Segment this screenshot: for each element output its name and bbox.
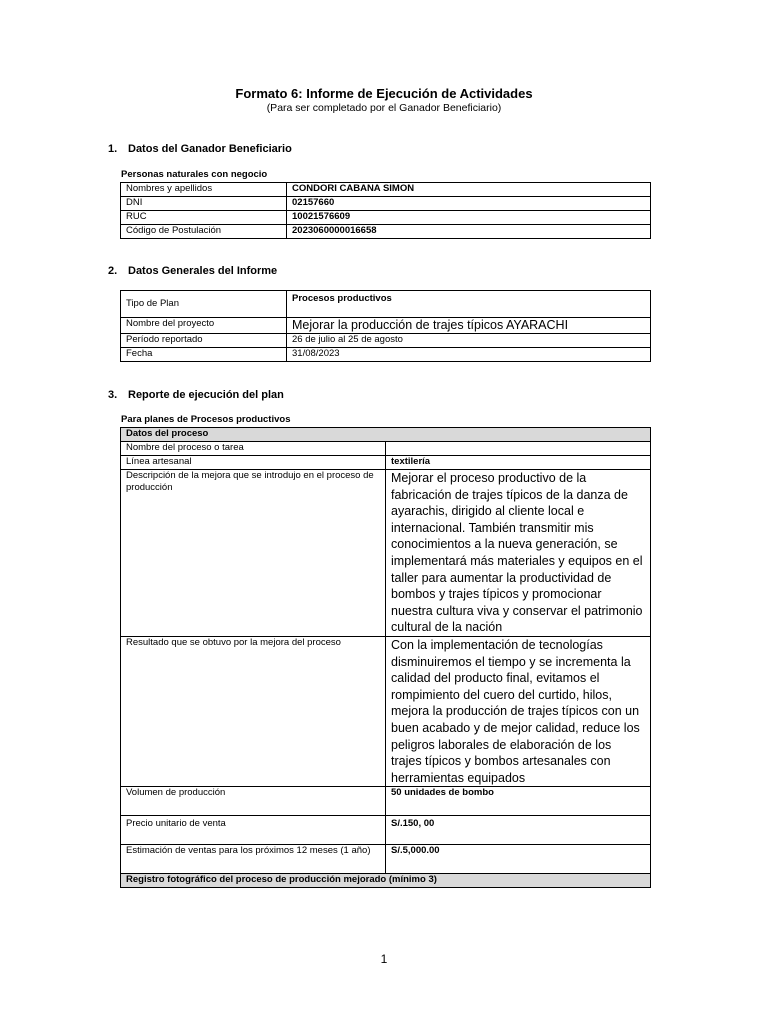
section-number: 2. — [108, 265, 118, 277]
document-title: Formato 6: Informe de Ejecución de Actividades — [235, 86, 533, 101]
value-cell: S/.150, 00 — [386, 816, 651, 845]
value-cell: 31/08/2023 — [287, 348, 651, 362]
table-row — [121, 225, 651, 239]
table-row — [121, 787, 651, 816]
section-3-heading — [108, 389, 284, 401]
value-cell: 2023060000016658 — [287, 225, 651, 239]
table-row — [121, 197, 651, 211]
value-cell: textilería — [386, 456, 651, 470]
table-row — [121, 470, 651, 637]
label-cell: Nombres y apellidos — [121, 183, 287, 197]
table-row — [121, 845, 651, 874]
beneficiary-table — [120, 182, 651, 239]
section-title: Datos del Ganador Beneficiario — [128, 143, 292, 155]
label-cell: Nombre del proceso o tarea — [121, 442, 386, 456]
section-2-heading — [108, 265, 277, 277]
section-3-subtitle: Para planes de Procesos productivos — [121, 414, 291, 425]
label-cell: Estimación de ventas para los próximos 12 meses (1 año) — [121, 845, 386, 874]
label-cell: Volumen de producción — [121, 787, 386, 816]
section-number: 1. — [108, 143, 118, 155]
header-cell: Datos del proceso — [121, 428, 651, 442]
label-cell: Descripción de la mejora que se introdujo en el proceso de producción — [121, 470, 386, 637]
value-cell: 02157660 — [287, 197, 651, 211]
process-table — [120, 427, 651, 888]
table-row — [121, 636, 651, 786]
value-cell: Mejorar el proceso productivo de la fabricación de trajes típicos de la danza de ayarachis, dirigido al cliente local e internacional. También transmitir mis conocimientos a la nueva generación, se implementará más materiales y equipos en el taller para aumentar la productividad de bombos y trajes típicos y promocionar nuestra cultura viva y conservar el patrimonio cultural de la nación — [386, 470, 651, 637]
table-row — [121, 456, 651, 470]
section-number: 3. — [108, 389, 118, 401]
value-cell — [386, 442, 651, 456]
table-footer-row — [121, 874, 651, 888]
table-row — [121, 211, 651, 225]
value-cell: Con la implementación de tecnologías disminuiremos el tiempo y se incrementa la calidad del producto final, evitamos el rompimiento del cuero del curtido, hilos, mejora la producción de trajes típicos con un buen acabado y de mejor calidad, reduce los peligros laborales de elaboración de los trajes típicos y bombos artesanales con herramientas equipados — [386, 636, 651, 786]
table-row — [121, 291, 651, 318]
document-subtitle: (Para ser completado por el Ganador Beneficiario) — [266, 102, 502, 114]
label-cell: Línea artesanal — [121, 456, 386, 470]
label-cell: RUC — [121, 211, 287, 225]
table-row — [121, 442, 651, 456]
section-1-subtitle: Personas naturales con negocio — [121, 169, 268, 180]
value-cell: 10021576609 — [287, 211, 651, 225]
value-cell: CONDORI CABANA SIMON — [287, 183, 651, 197]
section-title: Datos Generales del Informe — [128, 265, 278, 277]
label-cell: Resultado que se obtuvo por la mejora del proceso — [121, 636, 386, 786]
table-row — [121, 334, 651, 348]
section-1-heading — [108, 143, 292, 155]
value-cell: Procesos productivos — [287, 291, 651, 318]
label-cell: Tipo de Plan — [121, 291, 287, 318]
value-cell: 26 de julio al 25 de agosto — [287, 334, 651, 348]
table-row — [121, 318, 651, 334]
label-cell: Precio unitario de venta — [121, 816, 386, 845]
footer-cell: Registro fotográfico del proceso de producción mejorado (mínimo 3) — [121, 874, 651, 888]
page-number: 1 — [380, 952, 388, 966]
label-cell: DNI — [121, 197, 287, 211]
table-row — [121, 183, 651, 197]
report-general-table — [120, 290, 651, 362]
table-row — [121, 348, 651, 362]
value-cell: 50 unidades de bombo — [386, 787, 651, 816]
table-header-row — [121, 428, 651, 442]
label-cell: Período reportado — [121, 334, 287, 348]
label-cell: Nombre del proyecto — [121, 318, 287, 334]
section-title: Reporte de ejecución del plan — [128, 389, 284, 401]
value-cell: Mejorar la producción de trajes típicos AYARACHI — [287, 318, 651, 334]
table-row — [121, 816, 651, 845]
value-cell: S/.5,000.00 — [386, 845, 651, 874]
label-cell: Fecha — [121, 348, 287, 362]
label-cell: Código de Postulación — [121, 225, 287, 239]
